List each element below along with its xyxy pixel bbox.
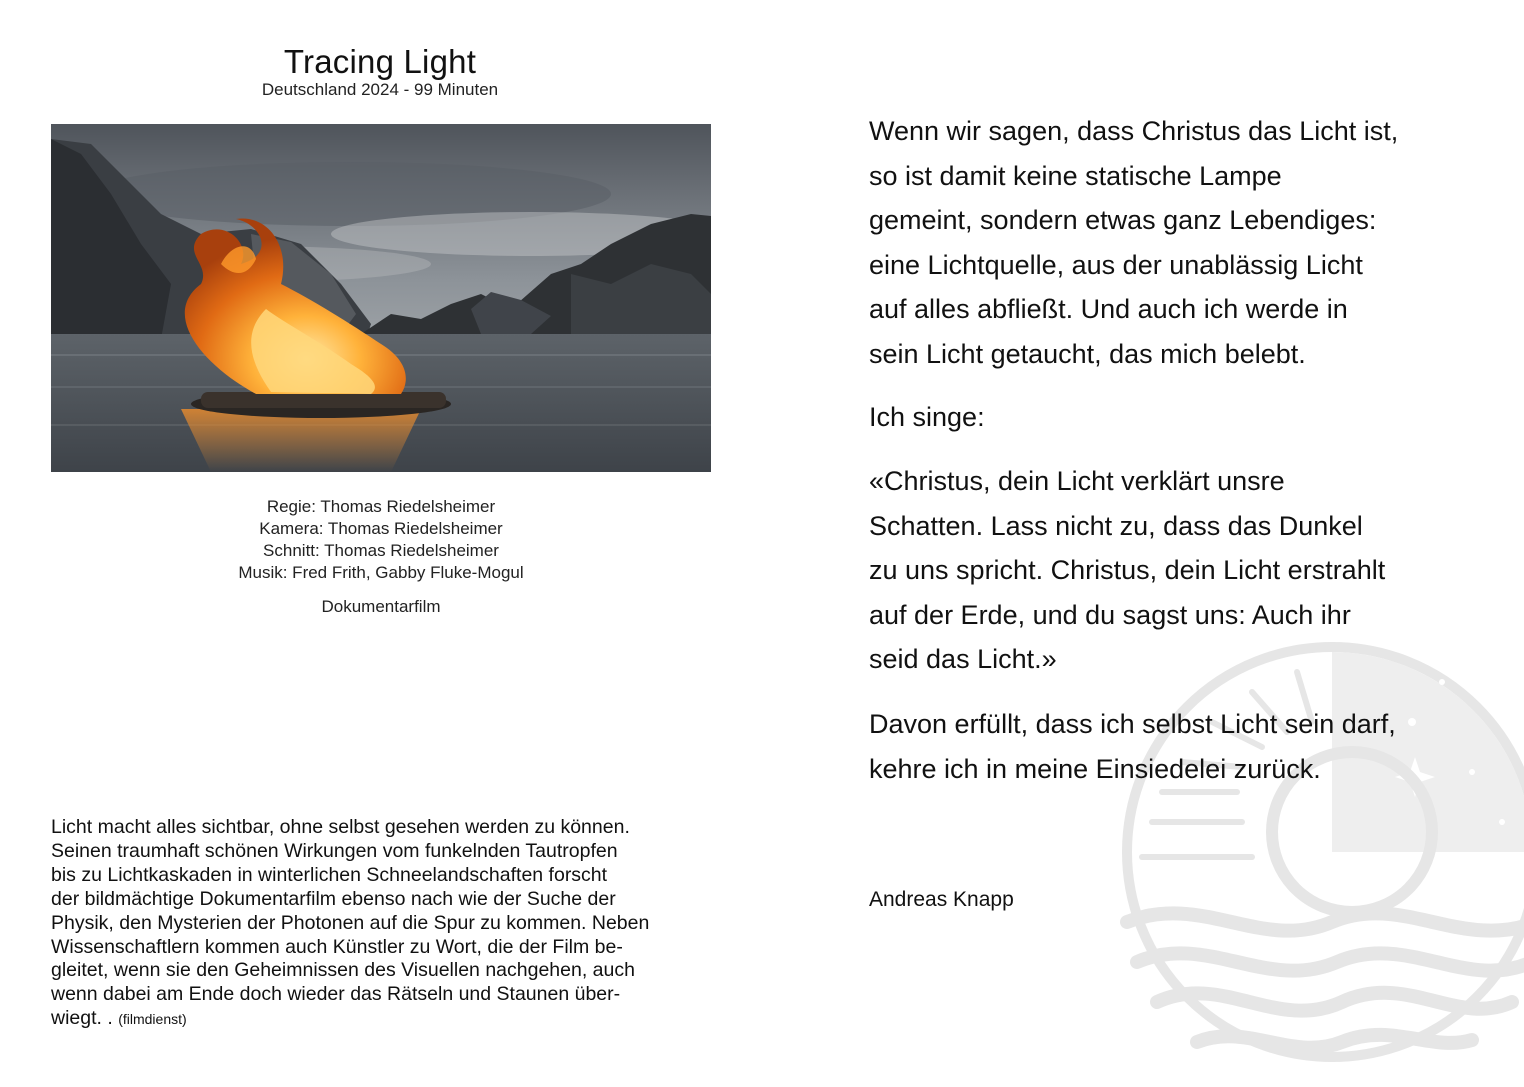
credit-camera: Kamera: Thomas Riedelsheimer (259, 519, 503, 538)
film-title: Tracing Light (283, 43, 477, 80)
film-credits (50, 496, 712, 584)
sun-moon-waves-emblem-icon (1112, 622, 1524, 1082)
film-genre: Dokumentarfilm (321, 597, 441, 616)
poem-paragraph-1 (869, 109, 1489, 376)
poem-text-3: «Christus, dein Licht verklärt unsre Schatten. Lass nicht zu, dass das Dunkel zu uns spricht. Christus, dein Licht erstrahlt auf der Erde, und du sagst uns: Auch ihr seid das Licht.» (869, 466, 1386, 674)
film-still-fire-on-water-icon (51, 124, 711, 472)
left-page (0, 0, 762, 1077)
poem-author: Andreas Knapp (869, 888, 1014, 911)
poem-text-4: Davon erfüllt, dass ich selbst Licht sein darf, kehre ich in meine Einsiedelei zurück. (869, 709, 1396, 784)
film-still-image (51, 124, 711, 472)
credit-music: Musik: Fred Frith, Gabby Fluke-Mogul (238, 563, 524, 582)
credit-director: Regie: Thomas Riedelsheimer (266, 497, 496, 516)
poem-paragraph-4 (869, 702, 1489, 791)
synopsis-text: Licht macht alles sichtbar, ohne selbst gesehen werden zu können. Seinen traumhaft schönen Wirkungen vom funkelnden Tautropfen bis zu Lichtkaskaden in winterlichen Schneelandschaften forscht der bildmächtige Dokumentarfilm ebenso nach wie der Suche der Physik, den Mysterien der Photonen auf die Spur zu kommen. Neben Wissenschaftlern kommen auch Künstler zu Wort, die der Film be- gleitet, wenn sie den Geheimnissen des Visuellen nachgehen, auch wenn dabei am Ende doch wieder das Rätseln und Staunen über- wiegt. . (51, 816, 650, 1030)
poem-paragraph-3 (869, 459, 1489, 682)
poem-text-1: Wenn wir sagen, dass Christus das Licht ist, so ist damit keine statische Lampe gemeint, sondern etwas ganz Lebendiges: eine Lichtquelle, aus der unablässig Licht auf alles abfließt. Und auch ich werde in sein Licht getaucht, das mich belebt. (869, 116, 1399, 369)
poem-paragraph-2 (869, 395, 1489, 440)
poem-text-2: Ich singe: (869, 402, 985, 432)
credit-editing: Schnitt: Thomas Riedelsheimer (263, 541, 499, 560)
synopsis-source: (filmdienst) (118, 1011, 187, 1028)
film-synopsis (51, 816, 721, 1032)
film-subtitle: Deutschland 2024 - 99 Minuten (261, 80, 499, 99)
